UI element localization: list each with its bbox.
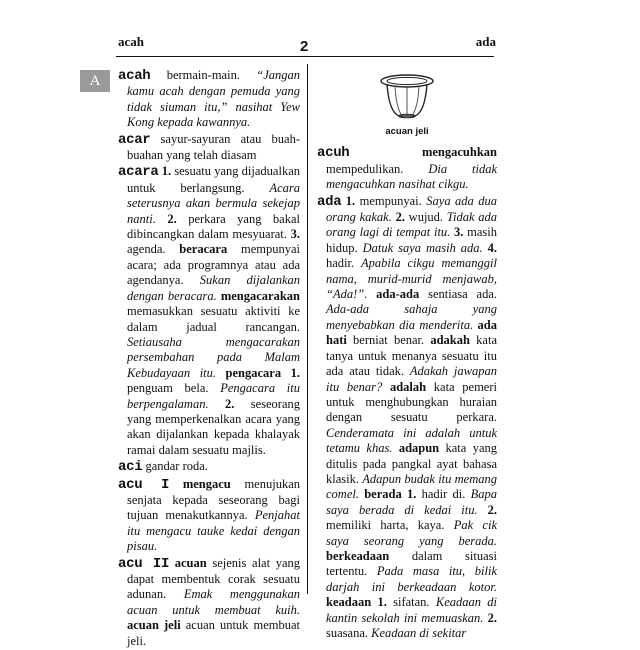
page-number: 2 [300,38,309,55]
header-rule [116,56,494,57]
definition-text: hadir. [326,256,362,271]
definition-text: sifatan. [386,595,436,610]
headword: acu I [118,476,170,493]
sub-headword: mengacu [169,476,231,491]
guide-word-left: acah [118,34,144,49]
definition-text: mempunyai acara; ada programnya atau ada agendanya. [127,242,300,288]
example-sentence: Cenderamata ini adalah untuk tetamu khas. [326,425,497,456]
headword: acar [118,131,151,148]
sense-number: 2. [391,210,405,225]
definition-text [281,366,291,380]
definition-text: acuan untuk membuat jeli. [127,618,300,648]
sub-headword: berada [358,487,402,502]
headword: acah [118,68,151,84]
sense-number: 1. [341,193,356,208]
sense-number: 1. [406,487,417,502]
sense-number: 3. [290,227,300,242]
sub-headword: adakah [430,333,470,348]
definition-text: memasukkan sesuatu aktiviti ke dalam jadual rancangan. [127,304,300,334]
definition-text: wujud. [404,210,447,225]
example-sentence: Penjahat itu mengacu tauke kedai dengan pisau. [127,508,300,554]
definition-text: agenda. [127,242,180,257]
example-sentence: Apabila cikgu memanggil nama, murid-murid menjawab, “Ada!”. [326,256,497,302]
definition-text: gandar roda. [142,459,208,474]
sub-headword: ada-ada [367,287,420,302]
definition-text: penguam bela. [127,381,221,396]
sub-headword: mengacuhkan [349,145,497,160]
definition-text: dalam situasi tertentu. [326,548,497,579]
sense-number: 2. [155,211,177,226]
sense-number: 1. [158,164,172,179]
definition-text: memiliki harta, kaya. [326,518,454,533]
dictionary-entry [118,556,300,649]
section-letter-tab[interactable]: A [80,70,110,92]
definition-text: menujukan senjata kepada seseorang bagi tujuan menakutkannya. [127,476,301,523]
headword: aci [118,459,143,476]
sub-headword: berkeadaan [326,548,390,563]
example-sentence: Bapa saya berada di kedai itu. [326,487,498,517]
dictionary-entry [118,477,300,555]
headword: ada [317,193,342,210]
definition-text: sayur-sayuran atau buah-buahan yang telah diasam [127,131,300,163]
headword: acuh [317,145,350,162]
sense-number: 1. [377,595,387,610]
sense-number: 4. [482,240,497,255]
definition-text: seseorang yang memperkenalkan acara yang akan dijalankan kepada khalayak ramai dalam sesuatu majlis. [127,396,300,457]
sub-headword: adalah [382,379,427,394]
example-sentence: Ada-ada sahaja yang menyebabkan dia menderita. [326,302,497,332]
sense-number: 2. [483,610,498,625]
sub-headword: ada hati [326,317,497,348]
example-sentence: Saya ada dua orang kakak. [326,193,498,225]
headword: acu II [118,555,170,572]
definition-text: berniat benar. [346,333,431,348]
definition-text: sejenis alat yang dapat membentuk corak sesuatu adunan. [127,555,300,602]
example-sentence: Datuk saya masih ada. [362,240,483,255]
definition-text: sesuatu yang dijadualkan untuk berlangsung. [127,164,300,195]
example-sentence: Setiausaha mengacarakan persembahan pada Malam Kebudayaan itu. [127,334,300,380]
example-sentence: Adakah jawapan itu benar? [326,364,497,394]
example-sentence: Emak menggunakan acuan untuk membuat kuih. [127,587,300,617]
sub-headword: adapun [392,441,440,456]
page-header [0,34,640,58]
left-column [118,68,300,650]
figure [317,72,497,139]
definition-text: mempunyai. [355,193,427,208]
definition-text: masih hidup. [326,225,498,255]
jelly-mould-icon [377,72,437,120]
example-sentence: Sukan dijalankan dengan beracara. [127,273,300,303]
sub-headword: pengacara [216,365,282,380]
definition-text: perkara yang bakal dibincangkan dalam mesyuarat. [127,211,301,242]
example-sentence: Keadaan di kantin sekolah ini memuaskan. [326,595,498,625]
figure-caption: acuan jeli [385,126,429,137]
definition-text: hadir di. [416,487,471,502]
example-sentence: Adapun budak itu memang comel. [326,471,498,502]
definition-text: bermain-main. [150,68,257,82]
dictionary-entry [118,164,300,458]
example-sentence: Pada masa itu, bilik darjah ini berkeadaan kotor. [326,564,497,594]
guide-word-right: ada [475,34,496,49]
sense-number: 3. [450,225,464,240]
definition-text: kata tanya untuk menanya sesuatu itu ada atau tidak. [326,333,497,379]
sense-number: 2. [208,396,235,411]
sub-headword: keadaan [326,595,372,610]
example-sentence: Pengacara itu berpengalaman. [127,381,301,411]
sub-headword: beracara [179,242,228,257]
example-sentence: Acara seterusnya akan bermula sekejap nanti. [127,180,300,226]
example-sentence: Dia tidak mengacuhkan nasihat cikgu. [326,161,497,192]
example-sentence: Keadaan di sekitar [371,626,467,640]
sense-number: 1. [290,365,300,380]
definition-text: suasana. [326,626,372,640]
definition-text: kata pemeri untuk menghubungkan huraian dengan sesuatu perkara. [326,379,497,425]
example-sentence: Pak cik saya seorang yang berada. [326,518,497,548]
dictionary-entry [317,194,497,642]
right-column [317,68,497,642]
sense-number: 2. [477,502,497,517]
dictionary-entry [317,145,497,192]
sub-headword: acuan [169,555,207,570]
headword: acara [118,164,159,181]
example-sentence: “Jangan kamu acah dengan pemuda yang tidak siuman itu,” nasihat Yew Kong kepada kawannya. [127,68,300,130]
definition-text: mempedulikan. [326,161,429,176]
definition-text: sentiasa ada. [419,287,497,302]
sub-headword: mengacarakan [216,288,300,303]
dictionary-entry [118,68,300,131]
column-divider [307,64,308,594]
dictionary-entry [118,459,300,475]
dictionary-entry [118,132,300,164]
example-sentence: Tidak ada orang lagi di tempat itu. [326,210,498,240]
sub-headword: acuan jeli [127,618,181,633]
definition-text: kata yang ditulis pada pangkal ayat bahasa klasik. [326,441,497,486]
